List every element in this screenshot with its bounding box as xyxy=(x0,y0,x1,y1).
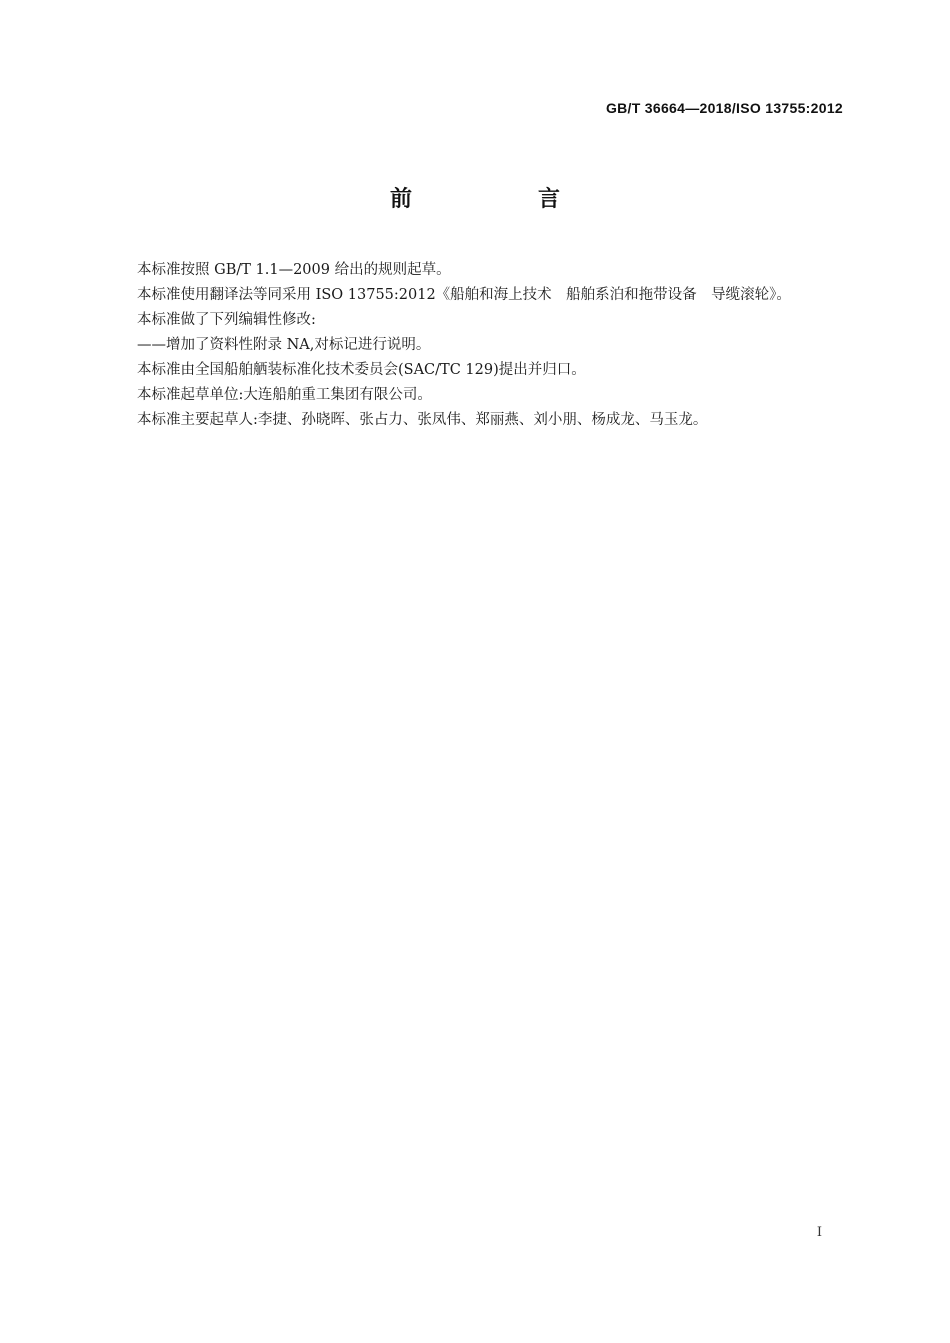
paragraph-adoption: 本标准使用翻译法等同采用 ISO 13755:2012《船舶和海上技术 船舶系泊和拖带设备 导缆滚轮》。 xyxy=(137,287,791,303)
paragraph-annex-added: ——增加了资料性附录 NA,对标记进行说明。 xyxy=(137,337,431,353)
paragraph-drafters: 本标准主要起草人:李捷、孙晓晖、张占力、张凤伟、郑丽燕、刘小朋、杨成龙、马玉龙。 xyxy=(137,412,708,428)
page-title: 前 言 xyxy=(389,187,612,212)
paragraph-drafting-rules: 本标准按照 GB/T 1.1—2009 给出的规则起草。 xyxy=(137,262,451,278)
standard-code-header: GB/T 36664—2018/ISO 13755:2012 xyxy=(605,100,843,116)
page-number: I xyxy=(816,1225,822,1240)
paragraph-editorial-changes: 本标准做了下列编辑性修改: xyxy=(137,312,316,328)
paragraph-proposed-by: 本标准由全国船舶舾装标准化技术委员会(SAC/TC 129)提出并归口。 xyxy=(137,362,586,378)
paragraph-drafting-unit: 本标准起草单位:大连船舶重工集团有限公司。 xyxy=(137,387,432,403)
foreword-body xyxy=(108,258,844,433)
